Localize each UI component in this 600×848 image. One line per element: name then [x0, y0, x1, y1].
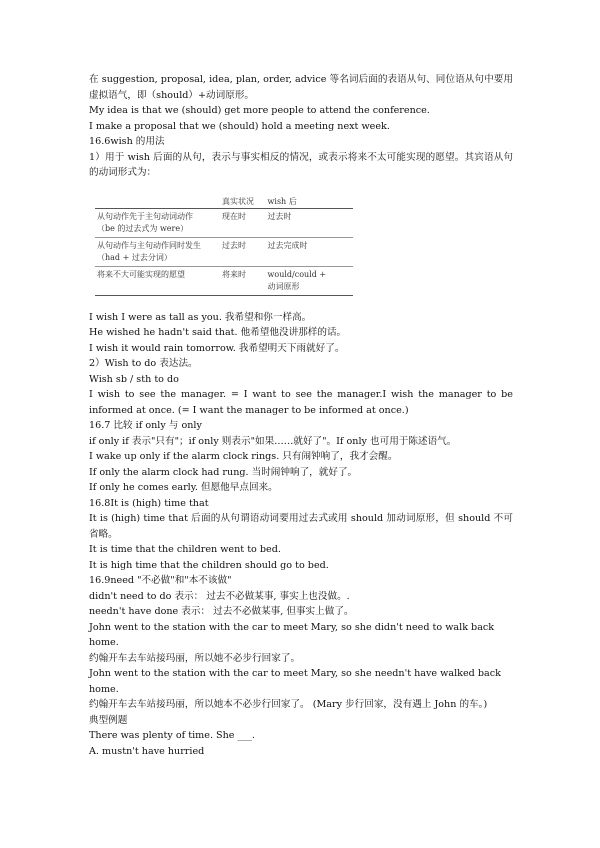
text-line: I wish I were as tall as you. 我希望和你一样高。 — [89, 311, 312, 323]
cell-subtext: （had + 过去分词） — [97, 252, 172, 262]
wish-table — [95, 195, 353, 296]
text-line: There was plenty of time. She ___. — [89, 730, 255, 741]
table-cell: 过去时 — [266, 208, 353, 237]
text-line: Wish sb / sth to do — [89, 373, 179, 385]
text-line: 2）Wish to do 表达法。 — [89, 358, 198, 369]
text-line: I wake up only if the alarm clock rings. 只有闹钟响了，我才会醒。 — [89, 451, 398, 462]
text-line: It is (high) time that 后面的从句谓语动词要用过去式或用 should 加动词原形，但 should 不可省略。 — [89, 513, 513, 540]
table-cell: 过去时 — [220, 237, 265, 266]
text-line: If only the alarm clock had rung. 当时闹钟响了，就好了。 — [89, 466, 358, 478]
section-heading: 16.9need "不必做"和"本不该做" — [89, 575, 232, 586]
section-heading: 16.7 比较 if only 与 only — [89, 420, 202, 431]
table-cell — [95, 208, 220, 237]
answer-option: A. mustn't have hurried — [89, 745, 205, 757]
table-cell — [95, 237, 220, 266]
cell-subtext: （be 的过去式为 were） — [97, 223, 189, 233]
table-cell — [266, 266, 353, 295]
text-line: I make a proposal that we (should) hold a meeting next week. — [89, 120, 390, 132]
text-line: If only he comes early. 但愿他早点回来。 — [89, 482, 278, 493]
table-header: 真实状况 — [220, 195, 265, 209]
table-cell: 过去完成时 — [266, 237, 353, 266]
comparison-table — [95, 195, 353, 296]
text-line: needn't have done 表示： 过去不必做某事, 但事实上做了。 — [89, 606, 354, 617]
text-line: 1）用于 wish 后面的从句，表示与事实相反的情况，或表示将来不太可能实现的愿望。其宾语从句的动词形式为： — [89, 151, 513, 178]
text-line: didn't need to do 表示： 过去不必做某事, 事实上也没做。. — [89, 590, 350, 602]
cell-text: 从句动作与主句动作同时发生 — [97, 240, 201, 250]
section-heading: 16.8It is (high) time that — [89, 497, 209, 509]
text-line: I wish it would rain tomorrow. 我希望明天下雨就好了。 — [89, 342, 345, 354]
cell-subtext: 动词原形 — [267, 281, 300, 291]
table-cell: 现在时 — [220, 208, 265, 237]
text-line: John went to the station with the car to meet Mary, so she didn't need to walk back home. — [89, 621, 495, 648]
text-line: He wished he hadn't said that. 他希望他没讲那样的话。 — [89, 327, 347, 338]
text-line: 约翰开车去车站接玛丽，所以她不必步行回家了。 — [89, 652, 301, 664]
cell-text: would/could + — [267, 269, 327, 279]
table-row — [95, 237, 353, 266]
text-line: It is time that the children went to bed. — [89, 544, 281, 555]
table-cell: 将来不大可能实现的愿望 — [95, 266, 220, 295]
table-row — [95, 208, 353, 237]
text-line: I wish to see the manager. = I want to see the manager.I wish the manager to be informed at once. (= I want the manager to be informed at once.) — [89, 389, 513, 416]
section-heading: 16.6wish 的用法 — [89, 136, 165, 147]
text-line: My idea is that we (should) get more people to attend the conference. — [89, 105, 430, 116]
text-line: 在 suggestion, proposal, idea, plan, order, advice 等名词后面的表语从句、同位语从句中要用虚拟语气，即（should）+动词原形。 — [89, 74, 513, 101]
table-row — [95, 266, 353, 295]
section-heading: 典型例题 — [89, 714, 128, 726]
table-header: wish 后 — [266, 195, 353, 209]
table-cell: 将来时 — [220, 266, 265, 295]
text-line: 约翰开车去车站接玛丽，所以她本不必步行回家了。 (Mary 步行回家，没有遇上 John 的车。) — [89, 699, 488, 710]
cell-text: 从句动作先于主句动词动作 — [97, 211, 193, 221]
text-line: It is high time that the children should go to bed. — [89, 559, 329, 571]
document-page — [89, 72, 513, 759]
text-line: John went to the station with the car to meet Mary, so she needn't have walked back home. — [89, 668, 501, 695]
text-line: if only if 表示"只有"；if only 则表示"如果……就好了"。If only 也可用于陈述语气。 — [89, 435, 457, 447]
table-header — [95, 195, 220, 209]
